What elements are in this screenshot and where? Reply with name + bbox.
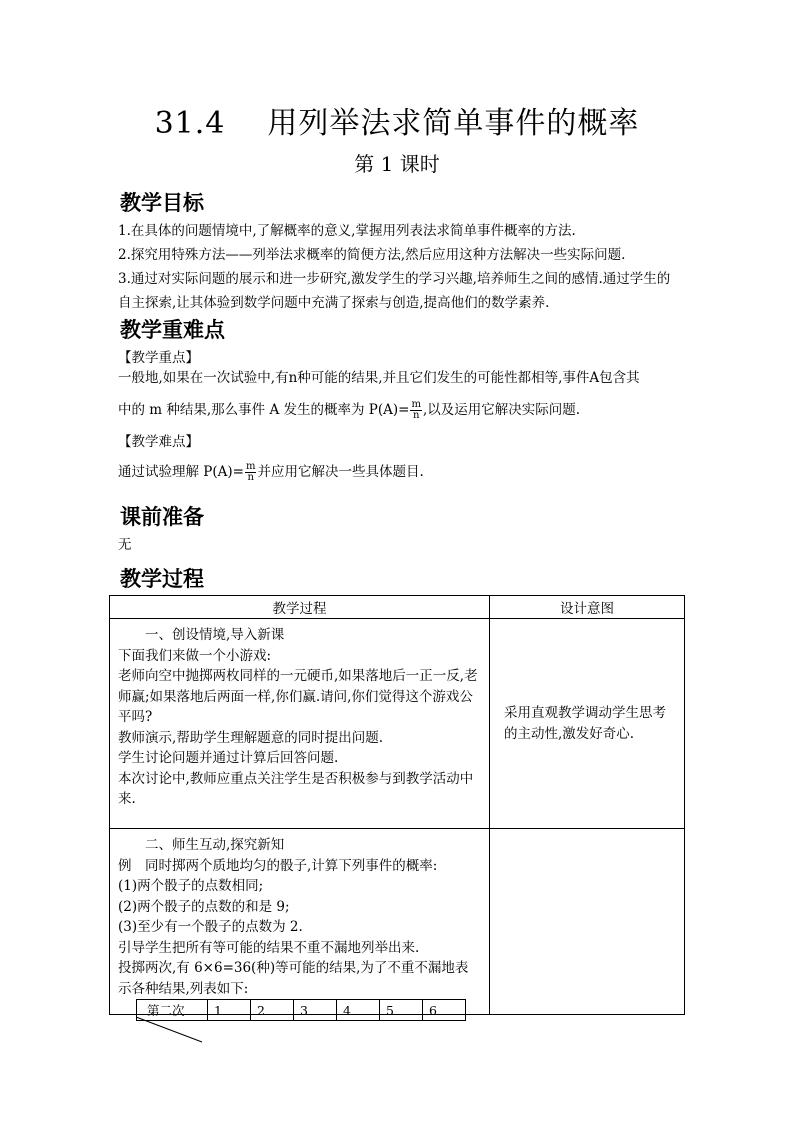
focus-text-post: ,以及运用它解决实际问题. bbox=[422, 402, 581, 418]
section2-line: (2)两个骰子的点数的和是 9; bbox=[118, 898, 290, 915]
title-text: 用列举法求简单事件的概率 bbox=[267, 106, 640, 141]
table-cell: 3 bbox=[294, 1000, 337, 1021]
objectives-list bbox=[118, 219, 678, 315]
section2-cell bbox=[110, 829, 490, 1015]
difficulty-text-post: 并应用它解决一些具体题目. bbox=[257, 464, 424, 480]
probability-fraction bbox=[245, 462, 256, 483]
table-cell: 6 bbox=[423, 1000, 466, 1021]
focus-label: 【教学重点】 bbox=[118, 350, 199, 366]
second-roll-header: 第二次 bbox=[137, 1000, 208, 1021]
section2-line: (1)两个骰子的点数相同; bbox=[118, 878, 264, 894]
section1-title: 一、创设情境,导入新课 bbox=[145, 627, 285, 643]
title-number: 31.4 bbox=[154, 106, 226, 141]
lesson-process-table bbox=[109, 595, 685, 1015]
objective-item: 2.探究用特殊方法——列举法求概率的简便方法,然后应用这种方法解决一些实际问题. bbox=[118, 247, 626, 263]
section1-line: 下面我们来做一个小游戏: bbox=[118, 647, 272, 664]
table-cell: 4 bbox=[337, 1000, 380, 1021]
objective-item: 3.通过对实际问题的展示和进一步研究,激发学生的学习兴趣,培养师生之间的感情.通过学生的自主探索,让其体验到数学问题中充满了探索与创造,提高他们的数学素养. bbox=[118, 271, 671, 311]
table-header-row bbox=[110, 596, 685, 619]
section1-line: 学生讨论问题并通过计算后回答问题. bbox=[118, 750, 339, 766]
fraction-numerator: m bbox=[411, 399, 421, 410]
section1-cell bbox=[110, 619, 490, 829]
difficulty-text-pre: 通过试验理解 P(A)= bbox=[118, 464, 244, 480]
section2-intent-cell bbox=[490, 829, 685, 1015]
table-row bbox=[110, 829, 685, 1015]
difficulty-text bbox=[118, 458, 678, 486]
section1-line: 老师向空中抛掷两枚同样的一元硬币,如果落地后一正一反,老师赢;如果落地后两面一样,你们赢.请问,你们觉得这个游戏公平吗? bbox=[118, 668, 478, 725]
focus-text-line1: 一般地,如果在一次试验中,有n种可能的结果,并且它们发生的可能性都相等,事件A包含其 bbox=[118, 370, 640, 386]
table-row bbox=[110, 619, 685, 829]
fraction-numerator: m bbox=[245, 461, 256, 472]
diagonal-header-line bbox=[130, 1015, 210, 1045]
objectives-heading: 教学目标 bbox=[120, 191, 204, 215]
objective-item: 1.在具体的问题情境中,了解概率的意义,掌握用列表法求简单事件概率的方法. bbox=[118, 223, 576, 239]
focus-text-line2 bbox=[118, 396, 678, 424]
section1-line: 本次讨论中,教师应重点关注学生是否积极参与到教学活动中来. bbox=[118, 770, 474, 807]
process-heading: 教学过程 bbox=[120, 567, 204, 591]
section1-line: 教师演示,帮助学生理解题意的同时提出问题. bbox=[118, 729, 384, 746]
fraction-denominator: n bbox=[413, 410, 420, 421]
lesson-subtitle: 第 1 课时 bbox=[354, 152, 440, 176]
preparation-heading: 课前准备 bbox=[120, 505, 204, 529]
section1-intent: 采用直观教学调动学生思考的主动性,激发好奇心. bbox=[504, 704, 666, 742]
intent-column-header: 设计意图 bbox=[490, 596, 685, 619]
focus-text-pre: 中的 m 种结果,那么事件 A 发生的概率为 P(A)= bbox=[118, 402, 410, 418]
fraction-denominator: n bbox=[247, 472, 254, 483]
section2-line: 投掷两次,有 6×6=36(种)等可能的结果,为了不重不漏地表示各种结果,列表如下: bbox=[118, 960, 469, 997]
key-points-heading: 教学重难点 bbox=[120, 318, 225, 342]
probability-fraction bbox=[410, 400, 421, 421]
document-title bbox=[0, 98, 794, 142]
difficulty-label: 【教学难点】 bbox=[118, 434, 199, 450]
table-cell: 2 bbox=[251, 1000, 294, 1021]
section2-line: (3)至少有一个骰子的点数为 2. bbox=[118, 919, 303, 935]
section2-line: 例 同时掷两个质地均匀的骰子,计算下列事件的概率: bbox=[118, 857, 438, 874]
table-cell: 1 bbox=[208, 1000, 251, 1021]
section1-intent-cell bbox=[490, 619, 685, 829]
section2-line: 引导学生把所有等可能的结果不重不漏地列举出来. bbox=[118, 939, 420, 956]
table-cell: 5 bbox=[380, 1000, 423, 1021]
section2-title: 二、师生互动,探究新知 bbox=[145, 837, 285, 853]
preparation-text: 无 bbox=[118, 537, 132, 553]
process-column-header: 教学过程 bbox=[110, 596, 490, 619]
